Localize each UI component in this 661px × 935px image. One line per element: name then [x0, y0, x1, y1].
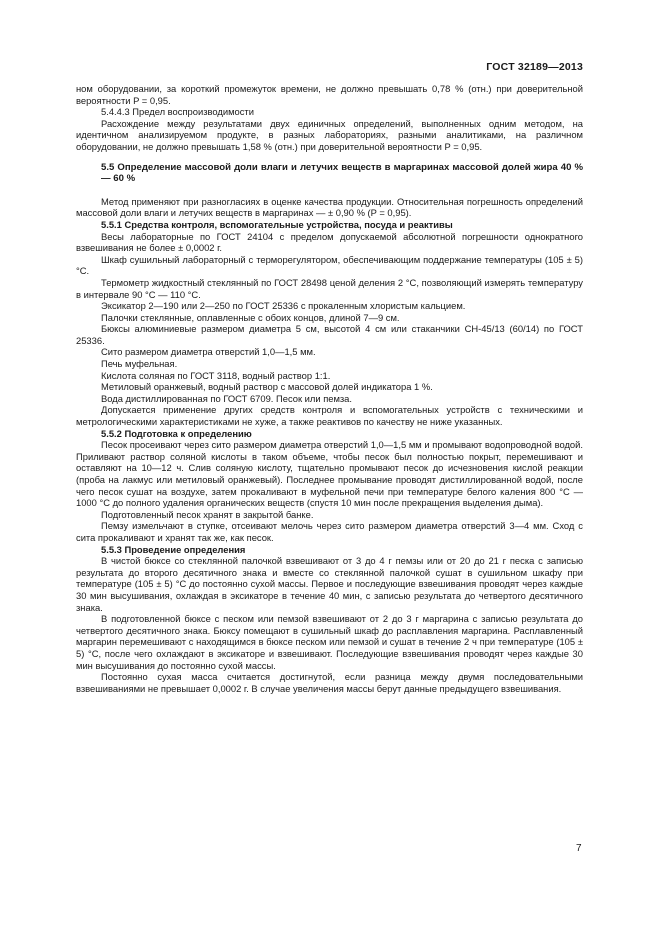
paragraph: Расхождение между результатами двух единичных определений, выполненных одним методом, на идентичном анализируемом продукте, в разных лабораториях, разными аналитиками, на различном оборудовании, не должно превышать 1,58 % (отн.) при доверительной вероятности P = 0,95.: [76, 117, 583, 152]
paragraph: Допускается применение других средств контроля и вспомогательных устройств с техническими и метрологическими характеристиками не хуже, а также реактивов по качеству не ниже указанных.: [76, 404, 583, 428]
subsection-heading: 5.5.1 Средства контроля, вспомогательные устройства, посуда и реактивы: [101, 218, 453, 230]
paragraph: Палочки стеклянные, оплавленные с обоих концов, длиной 7—9 см.: [101, 311, 400, 323]
paragraph: Термометр жидкостный стеклянный по ГОСТ 28498 ценой деления 2 °С, позволяющий измерять температуру в интервале 90 °С — 110 °С.: [76, 276, 583, 300]
paragraph: Эксикатор 2—190 или 2—250 по ГОСТ 25336 с прокаленным хлористым кальцием.: [101, 300, 466, 312]
paragraph: Весы лабораторные по ГОСТ 24104 с пределом допускаемой абсолютной погрешности однократного взвешивания не более ± 0,0002 г.: [76, 230, 583, 254]
paragraph: Шкаф сушильный лабораторный с терморегулятором, обеспечивающим поддержание температуры (105 ± 5) °С.: [76, 253, 583, 277]
paragraph: Пемзу измельчают в ступке, отсеивают мелочь через сито размером диаметра отверстий 3—4 мм. Сход с сита прокаливают и хранят так же, как песок.: [76, 520, 583, 543]
paragraph: Постоянно сухая масса считается достигнутой, если разница между двумя последовательными взвешиваниями не превышает 0,0002 г. В случае увеличения массы берут данные предыдущего взвешивания.: [76, 671, 583, 694]
paragraph: В подготовленной бюксе с песком или пемзой взвешивают от 2 до 3 г маргарина с записью результата до четвертого десятичного знака. Бюксу помещают в сушильный шкаф до расплавления маргарина. Расплавленный маргарин перемешивают с находящимся в бюксе песком или пемзой и сушат в течение 2 ч при температуре (105 ± 5) °С, после чего охлаждают в эксикаторе и взвешивают. Последующие взвешивания проводят через каждые 30 мин высушивания до постоянно сухой массы.: [76, 613, 583, 671]
paragraph: Бюксы алюминиевые размером диаметра 5 см, высотой 4 см или стаканчики СН-45/13 (60/14) по ГОСТ 25336.: [76, 323, 583, 346]
paragraph: Метиловый оранжевый, водный раствор с массовой долей индикатора 1 %.: [101, 381, 433, 393]
clause-heading: 5.4.4.3 Предел воспроизводимости: [101, 106, 254, 118]
paragraph: Вода дистиллированная по ГОСТ 6709. Песок или пемза.: [101, 392, 352, 404]
paragraph: Подготовленный песок хранят в закрытой банке.: [101, 508, 314, 520]
paragraph: Печь муфельная.: [101, 358, 178, 370]
document-body: [76, 83, 583, 694]
paragraph: Сито размером диаметра отверстий 1,0—1,5 мм.: [101, 346, 316, 358]
subsection-heading: 5.5.2 Подготовка к определению: [101, 427, 252, 439]
page-number: 7: [576, 843, 582, 854]
paragraph: Песок просеивают через сито размером диаметра отверстий 1,0—1,5 мм и промывают водопроводной водой. Приливают раствор соляной кислоты в таком объеме, чтобы песок был полностью покрыт, перемешивают и оставляют на 10—12 ч. Слив соляную кислоту, тщательно промывают песок до исчезновения кислой реакции (проба на лакмус или метиловый оранжевый). Последнее промывание проводят дистиллированной водой, после чего песок сушат на воздухе, затем прокаливают в муфельной печи при температуре белого каления 800 °С — 1000 °С до полного удаления органических веществ (спустя 10 мин после прекращения выделения дыма).: [76, 439, 583, 509]
paragraph: Кислота соляная по ГОСТ 3118, водный раствор 1:1.: [101, 369, 331, 381]
paragraph: В чистой бюксе со стеклянной палочкой взвешивают от 3 до 4 г пемзы или от 20 до 21 г песка с записью результата до второго десятичного знака и вместе со стеклянной палочкой сушат в сушильном шкафу при температуре (105 ± 5) °С до постоянно сухой массы. Первое и последующие взвешивания проводят через каждые 30 мин высушивания, охлаждая в эксикаторе в течение 40 мин, с записью результата до четвертого десятичного знака.: [76, 555, 583, 613]
section-heading: 5.5 Определение массовой доли влаги и летучих веществ в маргаринах массовой долей жира 40 % — 60 %: [101, 161, 583, 185]
paragraph: ном оборудовании, за короткий промежуток времени, не должно превышать 0,78 % (отн.) при доверительной вероятности P = 0,95.: [76, 83, 583, 106]
paragraph: Метод применяют при разногласиях в оценке качества продукции. Относительная погрешность определений массовой доли влаги и летучих веществ в маргаринах — ± 0,90 % (P = 0,95).: [76, 195, 583, 219]
subsection-heading: 5.5.3 Проведение определения: [101, 543, 246, 555]
standard-designation: ГОСТ 32189—2013: [486, 61, 583, 73]
